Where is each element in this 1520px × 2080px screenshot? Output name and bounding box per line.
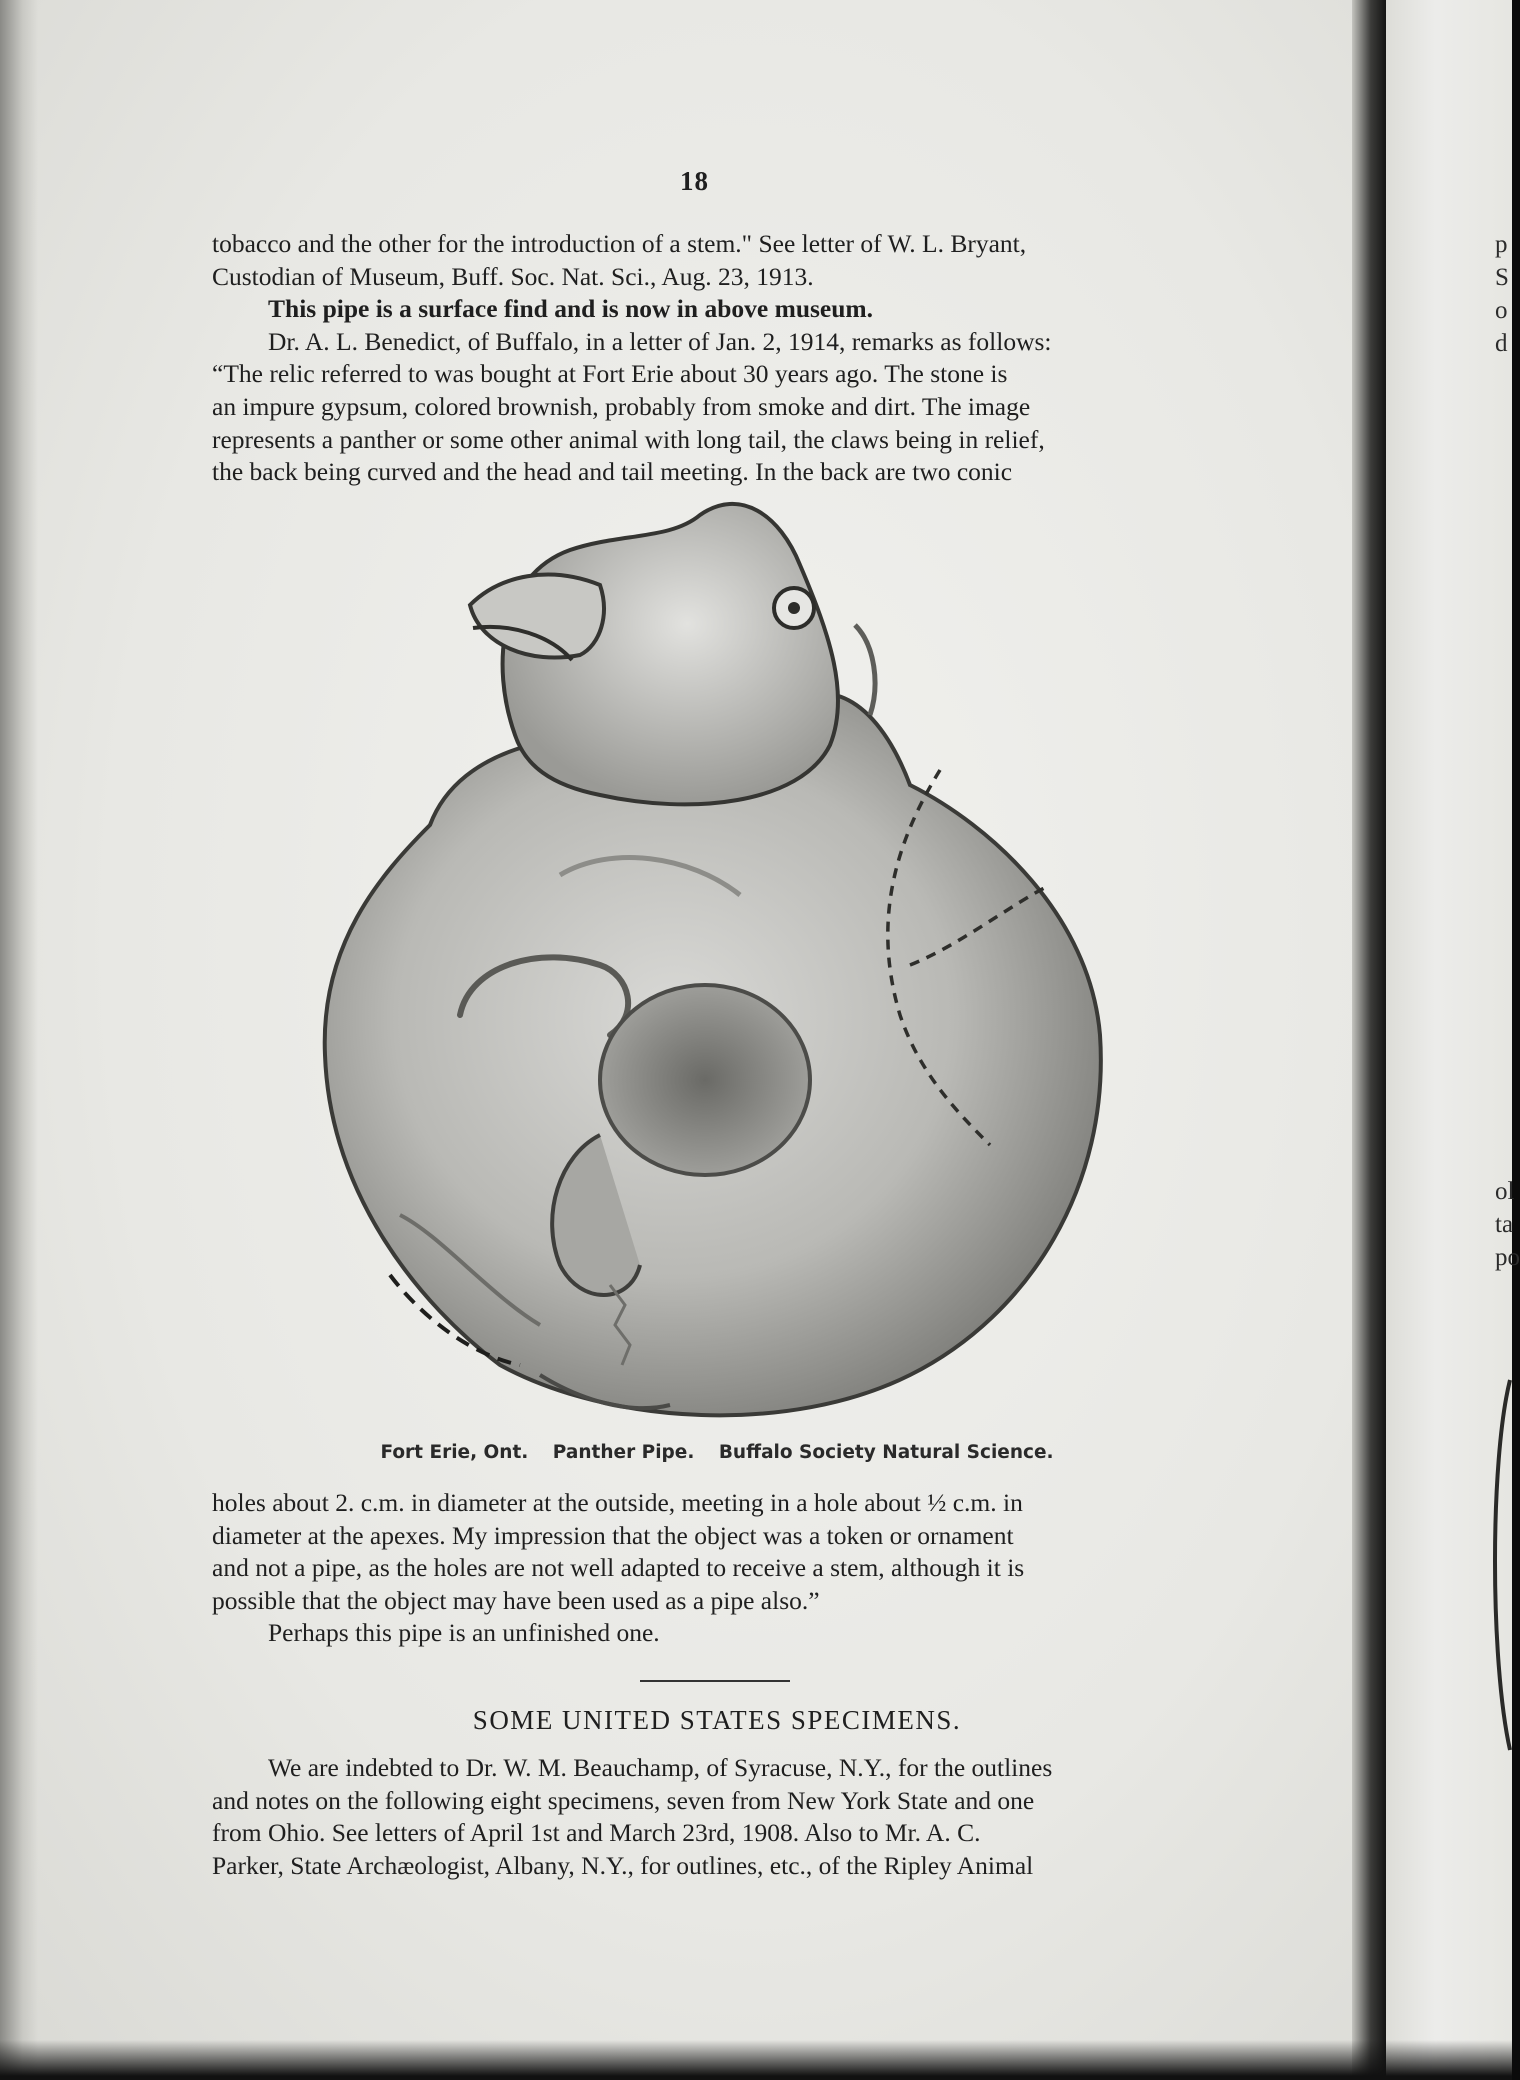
line: represents a panther or some other animal with long tail, the claws being in relief, xyxy=(212,424,1045,454)
bottom-shadow xyxy=(0,2040,1512,2080)
margin-letter: S xyxy=(1495,264,1509,291)
line: and not a pipe, as the holes are not well adapted to receive a stem, although it is xyxy=(212,1553,1025,1583)
line: This pipe is a surface find and is now in above museum. xyxy=(268,294,874,324)
line: “The relic referred to was bought at Fort Erie about 30 years ago. The stone is xyxy=(212,359,1008,389)
line: from Ohio. See letters of April 1st and March 23rd, 1908. Also to Mr. A. C. xyxy=(212,1818,981,1848)
caption-name: Panther Pipe. xyxy=(552,1442,695,1463)
right-page-figure-edge xyxy=(1490,1380,1512,1760)
section-divider xyxy=(640,1680,790,1682)
line: We are indebted to Dr. W. M. Beauchamp, of Syracuse, N.Y., for the outlines xyxy=(268,1753,1053,1782)
right-page-margin-top xyxy=(1495,228,1509,360)
panther-pipe-illustration xyxy=(310,495,1120,1445)
text-middle xyxy=(212,1487,1222,1650)
line: the back being curved and the head and tail meeting. In the back are two conic xyxy=(212,457,1013,487)
line: Parker, State Archæologist, Albany, N.Y., for outlines, etc., of the Ripley Animal xyxy=(212,1850,1034,1880)
text-top xyxy=(212,228,1222,489)
figure-caption xyxy=(212,1442,1222,1463)
book-gutter xyxy=(1352,0,1386,2080)
margin-letter: ol xyxy=(1495,1178,1515,1205)
margin-letter: ta xyxy=(1495,1211,1514,1238)
margin-letter: o xyxy=(1495,297,1508,324)
line: Dr. A. L. Benedict, of Buffalo, in a letter of Jan. 2, 1914, remarks as follows: xyxy=(268,326,1052,356)
margin-letter: p xyxy=(1495,231,1508,258)
caption-owner: Buffalo Society Natural Science. xyxy=(718,1442,1054,1463)
margin-letter: d xyxy=(1495,330,1508,357)
line: possible that the object may have been used as a pipe also.” xyxy=(212,1585,820,1615)
right-page-fragment xyxy=(1384,0,1512,2080)
line: Perhaps this pipe is an unfinished one. xyxy=(268,1618,660,1648)
page-edge-left xyxy=(0,0,38,2080)
line: tobacco and the other for the introduction of a stem." See letter of W. L. Bryant, xyxy=(212,229,1027,258)
line: diameter at the apexes. My impression that the object was a token or ornament xyxy=(212,1520,1014,1550)
line: Custodian of Museum, Buff. Soc. Nat. Sci., Aug. 23, 1913. xyxy=(212,261,814,291)
text-bottom xyxy=(212,1752,1222,1882)
caption-place: Fort Erie, Ont. xyxy=(380,1442,529,1463)
section-heading: SOME UNITED STATES SPECIMENS. xyxy=(472,1705,962,1735)
line: an impure gypsum, colored brownish, probably from smoke and dirt. The image xyxy=(212,391,1031,421)
page-number: 18 xyxy=(680,166,709,196)
line: holes about 2. c.m. in diameter at the outside, meeting in a hole about ½ c.m. in xyxy=(212,1488,1023,1517)
margin-letter: po xyxy=(1495,1244,1520,1271)
right-page-margin-middle xyxy=(1495,1175,1520,1274)
line: and notes on the following eight specimens, seven from New York State and one xyxy=(212,1785,1035,1815)
